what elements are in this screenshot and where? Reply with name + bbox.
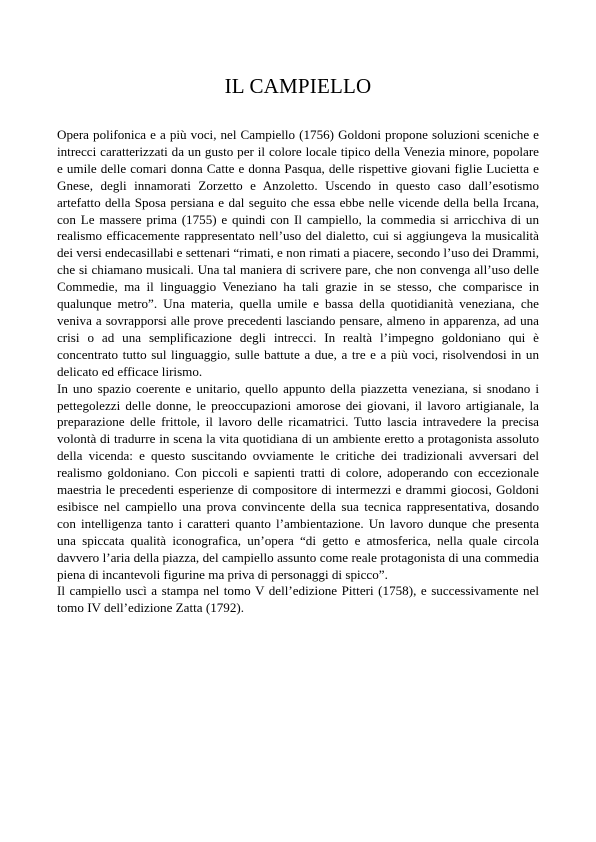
paragraph-1: Opera polifonica e a più voci, nel Campiello (1756) Goldoni propone soluzioni sceniche e intrecci caratterizzati da un gusto per il colore locale tipico della Venezia minore, popolare e umile delle comari donna Catte e donna Pasqua, delle rispettive giovani figlie Lucietta e Gnese, degli innamorati Zorzetto e Anzoletto. Uscendo in questo caso dall’esotismo artefatto della Sposa persiana e dal seguito che essa ebbe nelle vicende della bella Ircana, con Le massere prima (1755) e quindi con Il campiello, la commedia si arricchiva di un realismo efficacemente rappresentato nell’uso del dialetto, cui si aggiungeva la musicalità dei versi endecasillabi e settenari “rimati, e non rimati a piacere, secondo l’uso dei Drammi, che si chiamano musicali. Una tal maniera di scrivere pare, che non convenga all’uso delle Commedie, ma il linguaggio Veneziano ha tali grazie in se stesso, che comparisce in qualunque metro”. Una materia, quella umile e bassa della quotidianità veneziana, che veniva a sovrapporsi alle prove precedenti lasciando pensare, almeno in apparenza, ad una crisi o ad una semplificazione degli intrecci. In realtà l’impegno goldoniano qui è concentrato tutto sul linguaggio, sulle battute a due, a tre e a più voci, risolvendosi in un delicato ed efficace lirismo. bbox=[57, 127, 539, 379]
document-title: IL CAMPIELLO bbox=[224, 74, 372, 98]
paragraph-2: In uno spazio coerente e unitario, quello appunto della piazzetta veneziana, si snodano i pettegolezzi delle donne, le preoccupazioni amorose dei giovani, il lavoro artigianale, la preparazione delle frittole, il lavoro delle ricamatrici. Tutto lascia intravedere la precisa volontà di tradurre in scena la vita quotidiana di un ambiente eretto a protagonista assoluto della vicenda: e questo suscitando ovviamente le critiche dei tradizionali avversari del realismo goldoniano. Con piccoli e sapienti tratti di colore, adoperando con eccezionale maestria le precedenti esperienze di compositore di intermezzi e drammi giocosi, Goldoni esibisce nel campiello una prova convincente della sua tecnica rappresentativa, dosando con intelligenza tanto i caratteri quanto l’ambientazione. Un lavoro dunque che presenta una spiccata qualità iconografica, un’opera “di getto e atmosferica, nella quale circola davvero l’aria della piazza, del campiello assunto come reale protagonista di una commedia piena di incantevoli figurine ma priva di personaggi di spicco”. bbox=[57, 380, 539, 582]
paragraph-3: Il campiello uscì a stampa nel tomo V dell’edizione Pitteri (1758), e successivamente nel tomo IV dell’edizione Zatta (1792). bbox=[57, 583, 539, 616]
document-body bbox=[57, 127, 539, 617]
